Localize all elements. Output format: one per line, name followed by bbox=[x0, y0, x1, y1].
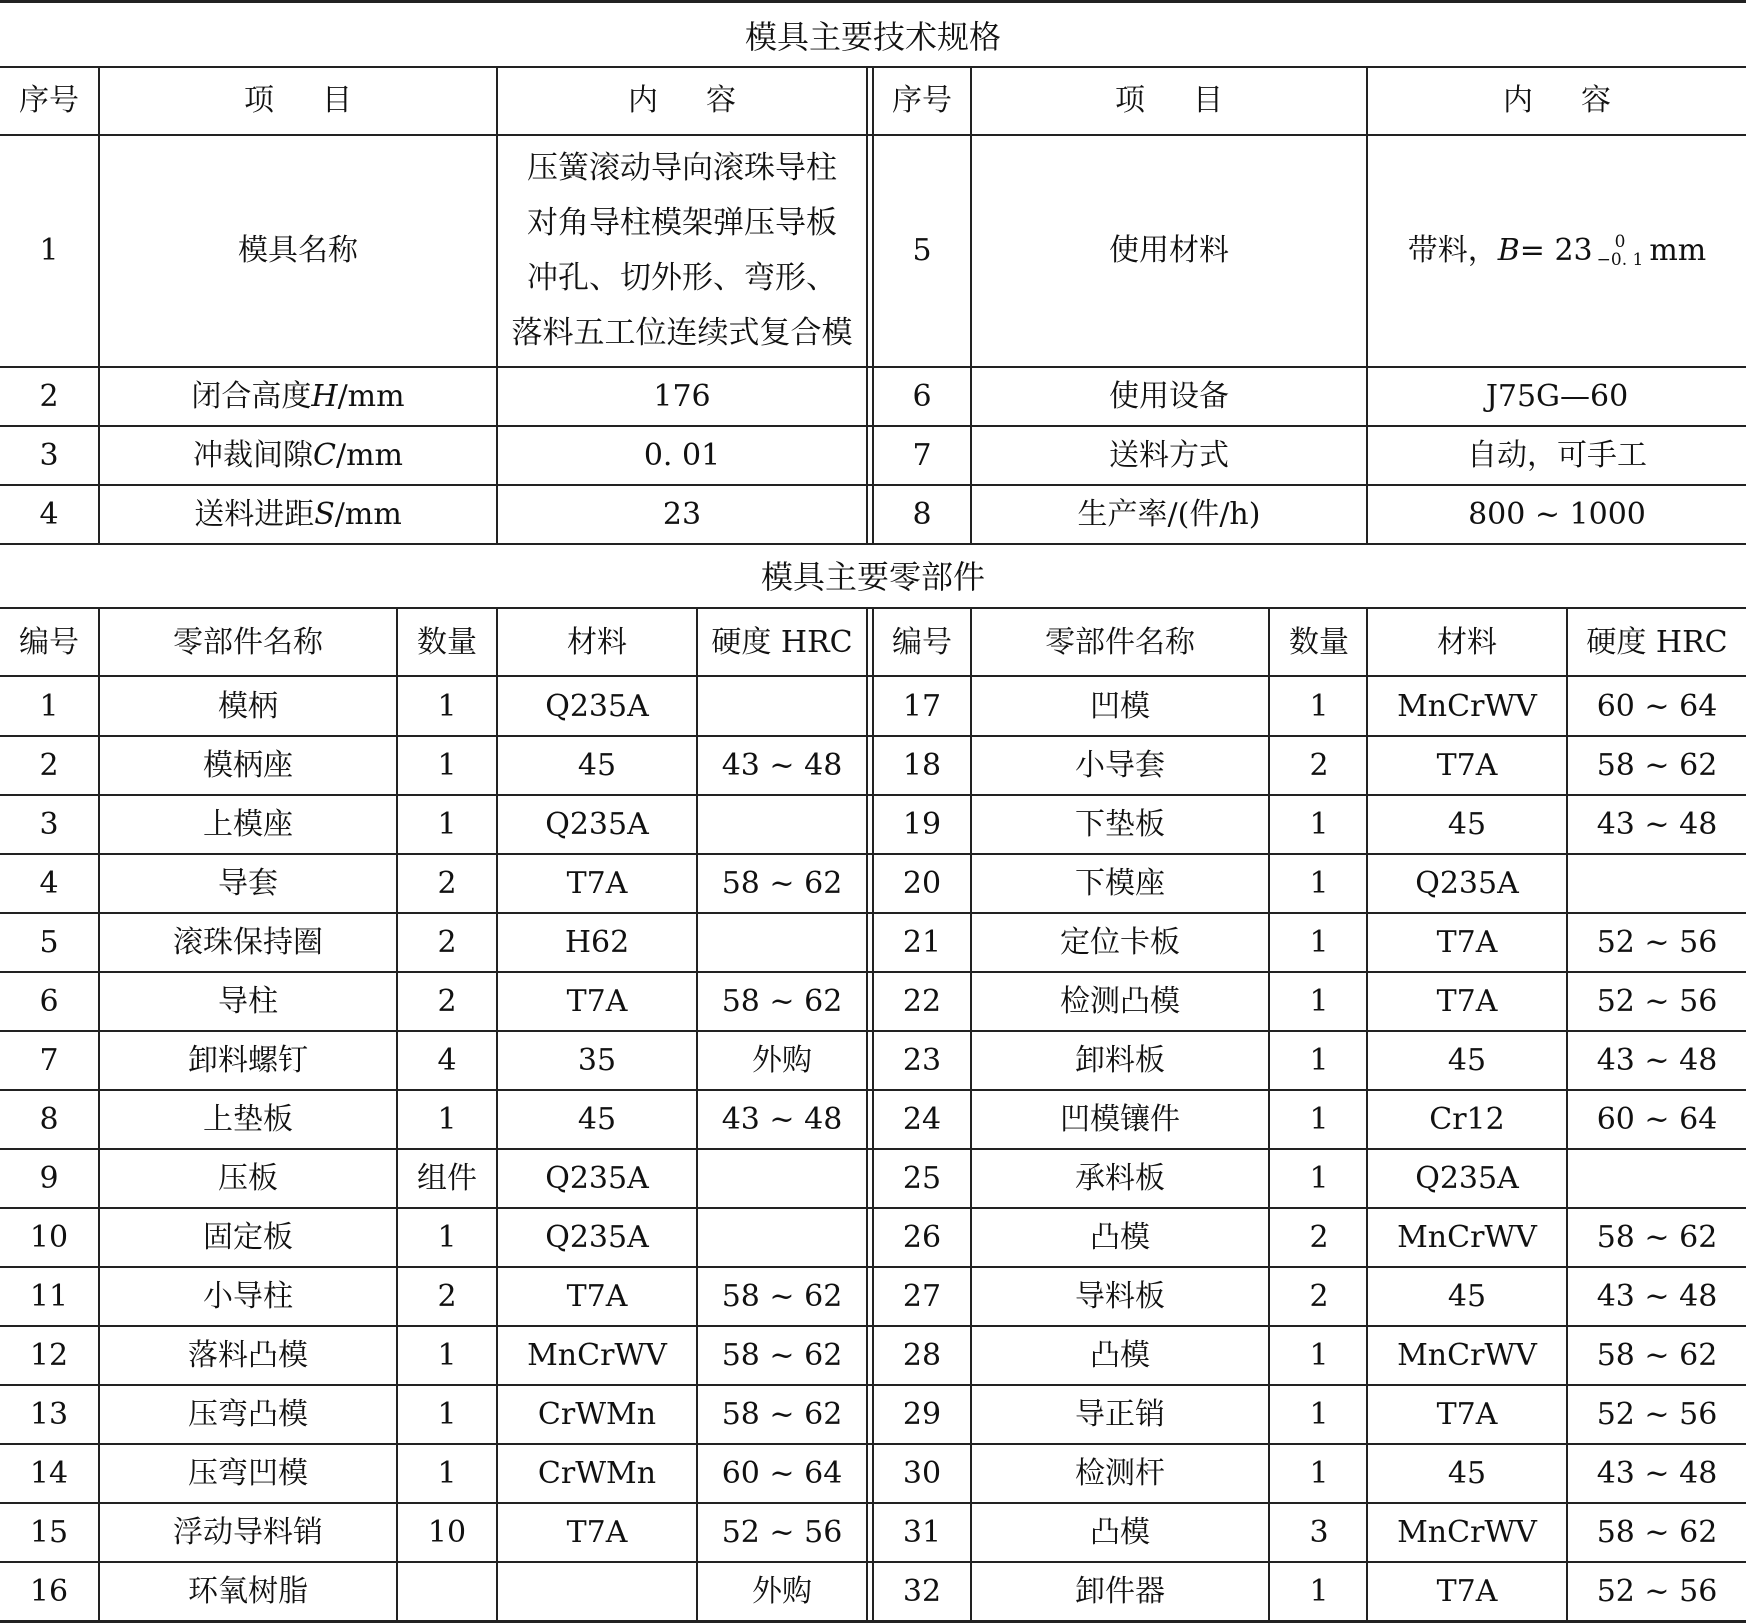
part-qty: 1 bbox=[437, 806, 457, 842]
part-no: 6 bbox=[39, 983, 59, 1019]
part-no: 16 bbox=[29, 1573, 69, 1609]
part-name: 导正销 bbox=[1075, 1396, 1165, 1432]
part-material: Q235A bbox=[545, 1219, 649, 1255]
column-rule bbox=[496, 607, 498, 1622]
spec-content-line: 落料五工位连续式复合模 bbox=[511, 315, 853, 351]
part-material: MnCrWV bbox=[1397, 1514, 1537, 1550]
spec-row-5-item: 使用材料 bbox=[1109, 233, 1229, 268]
part-qty: 4 bbox=[437, 1042, 457, 1078]
part-material: MnCrWV bbox=[1397, 688, 1537, 724]
spec-caption: 模具主要技术规格 bbox=[744, 18, 1001, 56]
spec-row-no: 4 bbox=[39, 496, 59, 532]
part-name: 压板 bbox=[218, 1160, 278, 1196]
part-no: 25 bbox=[902, 1160, 942, 1196]
part-qty: 1 bbox=[437, 747, 457, 783]
part-no: 31 bbox=[902, 1514, 942, 1550]
part-qty: 2 bbox=[437, 983, 457, 1019]
part-qty: 1 bbox=[1309, 1101, 1329, 1137]
part-no: 5 bbox=[39, 924, 59, 960]
part-no: 19 bbox=[902, 806, 942, 842]
spec-row-content: J75G—60 bbox=[1485, 378, 1629, 414]
part-hardness bbox=[698, 678, 866, 735]
part-hardness: 58 ~ 62 bbox=[1596, 1337, 1718, 1373]
part-hardness bbox=[1568, 1150, 1746, 1207]
column-rule bbox=[496, 66, 498, 545]
part-material: 45 bbox=[1447, 806, 1487, 842]
part-name: 导套 bbox=[218, 865, 278, 901]
part-material: T7A bbox=[566, 1514, 628, 1550]
part-material: T7A bbox=[1436, 1396, 1498, 1432]
parts-header-hardness-right: 硬度 HRC bbox=[1586, 624, 1728, 660]
part-material: T7A bbox=[566, 983, 628, 1019]
column-rule bbox=[866, 66, 868, 545]
part-name: 导料板 bbox=[1075, 1278, 1165, 1314]
column-rule bbox=[396, 607, 398, 1622]
column-rule bbox=[1366, 607, 1368, 1622]
part-qty: 1 bbox=[1309, 1160, 1329, 1196]
part-name: 承料板 bbox=[1075, 1160, 1165, 1196]
parts-header-material-left: 材料 bbox=[567, 624, 627, 660]
part-hardness: 52 ~ 56 bbox=[721, 1514, 843, 1550]
part-no: 17 bbox=[902, 688, 942, 724]
part-hardness: 43 ~ 48 bbox=[721, 747, 843, 783]
part-name: 检测凸模 bbox=[1060, 983, 1180, 1019]
part-qty: 1 bbox=[437, 1337, 457, 1373]
part-qty: 1 bbox=[437, 1101, 457, 1137]
part-no: 7 bbox=[39, 1042, 59, 1078]
part-hardness: 52 ~ 56 bbox=[1596, 924, 1718, 960]
part-qty: 1 bbox=[1309, 806, 1329, 842]
part-qty: 1 bbox=[1309, 1337, 1329, 1373]
part-qty: 1 bbox=[1309, 983, 1329, 1019]
spec-header-content-right: 内 容 bbox=[1503, 83, 1611, 118]
part-name: 压弯凸模 bbox=[188, 1396, 308, 1432]
part-qty: 2 bbox=[1309, 1278, 1329, 1314]
part-no: 13 bbox=[29, 1396, 69, 1432]
part-name: 凸模 bbox=[1090, 1219, 1150, 1255]
column-rule bbox=[1366, 66, 1368, 545]
part-name: 小导柱 bbox=[203, 1278, 293, 1314]
parts-header-qty-right: 数量 bbox=[1289, 624, 1349, 660]
part-qty: 1 bbox=[1309, 1455, 1329, 1491]
part-no: 28 bbox=[902, 1337, 942, 1373]
part-name: 定位卡板 bbox=[1060, 924, 1180, 960]
part-no: 29 bbox=[902, 1396, 942, 1432]
part-hardness: 外购 bbox=[752, 1042, 812, 1078]
part-no: 21 bbox=[902, 924, 942, 960]
part-name: 固定板 bbox=[203, 1219, 293, 1255]
part-material: T7A bbox=[1436, 983, 1498, 1019]
spec-header-no-left: 序号 bbox=[19, 83, 79, 118]
part-no: 23 bbox=[902, 1042, 942, 1078]
part-name: 压弯凹模 bbox=[188, 1455, 308, 1491]
part-material: 45 bbox=[1447, 1042, 1487, 1078]
part-material: 45 bbox=[1447, 1278, 1487, 1314]
table-rule bbox=[0, 0, 1746, 3]
part-no: 8 bbox=[39, 1101, 59, 1137]
parts-caption: 模具主要零部件 bbox=[760, 558, 985, 596]
part-no: 32 bbox=[902, 1573, 942, 1609]
part-no: 12 bbox=[29, 1337, 69, 1373]
part-no: 15 bbox=[29, 1514, 69, 1550]
part-hardness: 43 ~ 48 bbox=[1596, 1278, 1718, 1314]
part-material: CrWMn bbox=[537, 1396, 657, 1432]
spec-row-5-content: 带料， B = 23 0 −0. 1 mm bbox=[1407, 232, 1707, 270]
part-material: T7A bbox=[566, 1278, 628, 1314]
part-name: 凹模镶件 bbox=[1060, 1101, 1180, 1137]
spec-row-no: 8 bbox=[912, 496, 932, 532]
spec-row-item: 生产率/(件/h) bbox=[1077, 496, 1261, 532]
spec-row-item: 冲裁间隙 C /mm bbox=[193, 437, 403, 473]
part-name: 滚珠保持圈 bbox=[173, 924, 323, 960]
part-qty: 1 bbox=[1309, 688, 1329, 724]
spec-content-line: 冲孔、切外形、弯形、 bbox=[527, 260, 837, 296]
part-no: 18 bbox=[902, 747, 942, 783]
column-rule bbox=[970, 607, 972, 1622]
part-no: 3 bbox=[39, 806, 59, 842]
part-hardness: 58 ~ 62 bbox=[1596, 747, 1718, 783]
part-qty: 1 bbox=[437, 1219, 457, 1255]
part-no: 26 bbox=[902, 1219, 942, 1255]
part-hardness bbox=[1568, 855, 1746, 912]
spec-row-item: 送料方式 bbox=[1109, 437, 1229, 473]
part-name: 凸模 bbox=[1090, 1337, 1150, 1373]
part-hardness: 52 ~ 56 bbox=[1596, 1396, 1718, 1432]
part-no: 1 bbox=[39, 688, 59, 724]
part-name: 下垫板 bbox=[1075, 806, 1165, 842]
part-hardness: 43 ~ 48 bbox=[721, 1101, 843, 1137]
spec-row-5-no: 5 bbox=[912, 233, 932, 268]
part-qty: 1 bbox=[437, 688, 457, 724]
part-no: 22 bbox=[902, 983, 942, 1019]
part-qty bbox=[398, 1563, 496, 1620]
part-hardness: 58 ~ 62 bbox=[1596, 1514, 1718, 1550]
parts-header-material-right: 材料 bbox=[1437, 624, 1497, 660]
part-material: 35 bbox=[577, 1042, 617, 1078]
part-name: 落料凸模 bbox=[188, 1337, 308, 1373]
part-qty: 1 bbox=[437, 1396, 457, 1432]
spec-row-no: 2 bbox=[39, 378, 59, 414]
part-name: 模柄座 bbox=[203, 747, 293, 783]
part-hardness: 58 ~ 62 bbox=[721, 983, 843, 1019]
part-name: 卸料板 bbox=[1075, 1042, 1165, 1078]
part-no: 20 bbox=[902, 865, 942, 901]
part-qty: 2 bbox=[437, 924, 457, 960]
parts-header-no-right: 编号 bbox=[892, 624, 952, 660]
spec-row-content: 23 bbox=[662, 496, 702, 532]
part-hardness: 43 ~ 48 bbox=[1596, 806, 1718, 842]
part-name: 浮动导料销 bbox=[173, 1514, 323, 1550]
parts-header-name-left: 零部件名称 bbox=[173, 624, 323, 660]
part-hardness: 58 ~ 62 bbox=[721, 1337, 843, 1373]
spec-row-content: 176 bbox=[653, 378, 711, 414]
part-name: 导柱 bbox=[218, 983, 278, 1019]
part-name: 模柄 bbox=[218, 688, 278, 724]
part-material: T7A bbox=[566, 865, 628, 901]
part-hardness: 43 ~ 48 bbox=[1596, 1042, 1718, 1078]
part-material: Q235A bbox=[545, 1160, 649, 1196]
column-rule bbox=[872, 66, 874, 545]
part-material: 45 bbox=[577, 747, 617, 783]
part-qty: 1 bbox=[1309, 1573, 1329, 1609]
part-material: T7A bbox=[1436, 747, 1498, 783]
part-hardness bbox=[698, 1150, 866, 1207]
spec-row-item: 送料进距 S /mm bbox=[194, 496, 402, 532]
part-name: 上模座 bbox=[203, 806, 293, 842]
part-name: 上垫板 bbox=[203, 1101, 293, 1137]
spec-header-content-left: 内 容 bbox=[628, 83, 736, 118]
part-material: MnCrWV bbox=[527, 1337, 667, 1373]
part-no: 27 bbox=[902, 1278, 942, 1314]
part-qty: 1 bbox=[1309, 1042, 1329, 1078]
part-material: MnCrWV bbox=[1397, 1337, 1537, 1373]
part-no: 2 bbox=[39, 747, 59, 783]
parts-header-name-right: 零部件名称 bbox=[1045, 624, 1195, 660]
part-qty: 2 bbox=[1309, 747, 1329, 783]
parts-header-no-left: 编号 bbox=[19, 624, 79, 660]
part-hardness: 58 ~ 62 bbox=[1596, 1219, 1718, 1255]
part-material: 45 bbox=[577, 1101, 617, 1137]
parts-header-hardness-left: 硬度 HRC bbox=[711, 624, 853, 660]
column-rule bbox=[98, 607, 100, 1622]
part-hardness bbox=[698, 914, 866, 971]
part-material bbox=[498, 1563, 696, 1620]
part-no: 11 bbox=[29, 1278, 69, 1314]
column-rule bbox=[1268, 607, 1270, 1622]
part-no: 9 bbox=[39, 1160, 59, 1196]
part-material: CrWMn bbox=[537, 1455, 657, 1491]
part-qty: 组件 bbox=[417, 1160, 477, 1196]
spec-row-no: 3 bbox=[39, 437, 59, 473]
part-material: MnCrWV bbox=[1397, 1219, 1537, 1255]
part-qty: 1 bbox=[1309, 865, 1329, 901]
part-hardness: 60 ~ 64 bbox=[1596, 688, 1718, 724]
part-hardness: 52 ~ 56 bbox=[1596, 983, 1718, 1019]
spec-row-item: 使用设备 bbox=[1109, 378, 1229, 414]
column-rule bbox=[1566, 607, 1568, 1622]
part-material: 45 bbox=[1447, 1455, 1487, 1491]
column-rule bbox=[98, 66, 100, 545]
part-qty: 1 bbox=[1309, 1396, 1329, 1432]
part-hardness: 60 ~ 64 bbox=[721, 1455, 843, 1491]
column-rule bbox=[970, 66, 972, 545]
part-material: Cr12 bbox=[1429, 1101, 1505, 1137]
part-name: 小导套 bbox=[1075, 747, 1165, 783]
part-hardness: 43 ~ 48 bbox=[1596, 1455, 1718, 1491]
spec-row-content: 800 ~ 1000 bbox=[1468, 496, 1646, 532]
part-name: 卸料螺钉 bbox=[188, 1042, 308, 1078]
part-qty: 1 bbox=[437, 1455, 457, 1491]
parts-header-qty-left: 数量 bbox=[417, 624, 477, 660]
part-name: 检测杆 bbox=[1075, 1455, 1165, 1491]
tolerance-stack: 0 −0. 1 bbox=[1596, 232, 1644, 270]
part-no: 10 bbox=[29, 1219, 69, 1255]
part-name: 凸模 bbox=[1090, 1514, 1150, 1550]
part-name: 卸件器 bbox=[1075, 1573, 1165, 1609]
spec-row-1-item: 模具名称 bbox=[238, 233, 358, 268]
column-rule bbox=[872, 607, 874, 1622]
part-material: Q235A bbox=[1415, 1160, 1519, 1196]
part-material: H62 bbox=[564, 924, 630, 960]
spec-header-item-left: 项 目 bbox=[244, 83, 352, 118]
part-name: 凹模 bbox=[1090, 688, 1150, 724]
part-qty: 10 bbox=[427, 1514, 467, 1550]
spec-content-line: 对角导柱模架弹压导板 bbox=[527, 205, 837, 241]
part-qty: 2 bbox=[437, 1278, 457, 1314]
spec-content-line: 压簧滚动导向滚珠导柱 bbox=[527, 150, 837, 186]
spec-header-no-right: 序号 bbox=[892, 83, 952, 118]
part-material: Q235A bbox=[1415, 865, 1519, 901]
part-hardness: 58 ~ 62 bbox=[721, 865, 843, 901]
part-hardness: 60 ~ 64 bbox=[1596, 1101, 1718, 1137]
part-material: Q235A bbox=[545, 806, 649, 842]
part-hardness: 58 ~ 62 bbox=[721, 1278, 843, 1314]
column-rule bbox=[696, 607, 698, 1622]
part-material: T7A bbox=[1436, 1573, 1498, 1609]
part-material: T7A bbox=[1436, 924, 1498, 960]
spec-row-1-no: 1 bbox=[39, 233, 59, 268]
part-no: 4 bbox=[39, 865, 59, 901]
part-hardness bbox=[698, 1209, 866, 1266]
part-hardness bbox=[698, 796, 866, 853]
part-qty: 1 bbox=[1309, 924, 1329, 960]
column-rule bbox=[866, 607, 868, 1622]
part-no: 14 bbox=[29, 1455, 69, 1491]
part-no: 24 bbox=[902, 1101, 942, 1137]
part-hardness: 外购 bbox=[752, 1573, 812, 1609]
spec-row-no: 7 bbox=[912, 437, 932, 473]
part-qty: 2 bbox=[1309, 1219, 1329, 1255]
part-hardness: 58 ~ 62 bbox=[721, 1396, 843, 1432]
part-name: 下模座 bbox=[1075, 865, 1165, 901]
part-qty: 2 bbox=[437, 865, 457, 901]
spec-row-no: 6 bbox=[912, 378, 932, 414]
part-material: Q235A bbox=[545, 688, 649, 724]
spec-row-content: 自动，可手工 bbox=[1467, 437, 1647, 473]
spec-row-1-content bbox=[498, 136, 866, 366]
part-qty: 3 bbox=[1309, 1514, 1329, 1550]
spec-header-item-right: 项 目 bbox=[1115, 83, 1223, 118]
spec-row-content: 0. 01 bbox=[643, 437, 721, 473]
part-hardness: 52 ~ 56 bbox=[1596, 1573, 1718, 1609]
part-no: 30 bbox=[902, 1455, 942, 1491]
spec-row-item: 闭合高度 H /mm bbox=[191, 378, 405, 414]
part-name: 环氧树脂 bbox=[188, 1573, 308, 1609]
